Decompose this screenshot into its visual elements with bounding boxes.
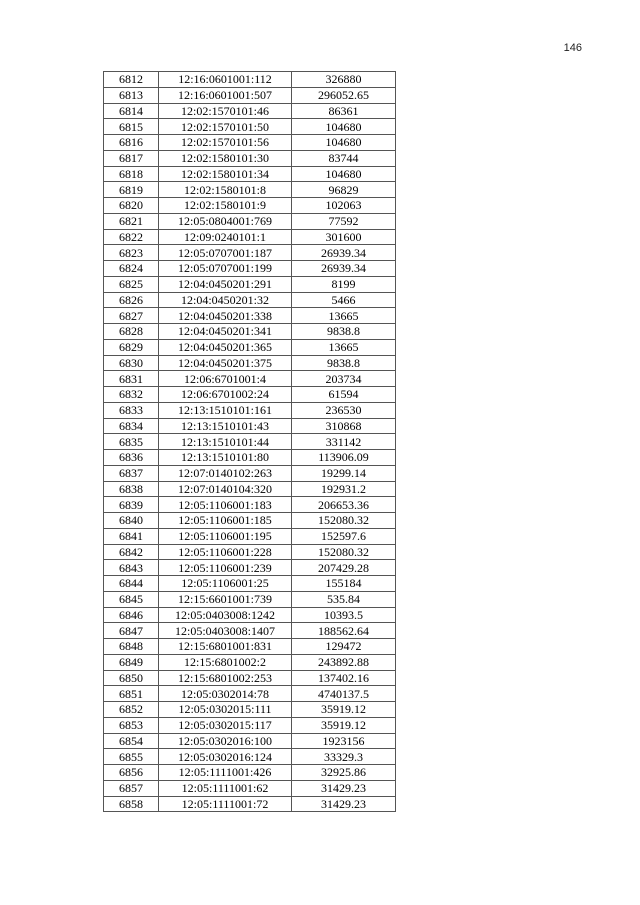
table-row [104,402,396,418]
table-row [104,198,396,214]
cadastral-number-cell: 12:06:6701002:24 [159,387,292,403]
cadastral-number-cell: 12:16:0601001:112 [159,72,292,88]
row-number-cell: 6817 [104,150,159,166]
row-number-cell: 6818 [104,166,159,182]
row-number-cell: 6851 [104,686,159,702]
row-number-cell: 6847 [104,623,159,639]
table-body [104,72,396,812]
row-number-cell: 6856 [104,765,159,781]
value-cell: 31429.23 [292,796,396,812]
cadastral-number-cell: 12:07:0140102:263 [159,465,292,481]
value-cell: 5466 [292,292,396,308]
cadastral-number-cell: 12:05:1111001:426 [159,765,292,781]
value-cell: 113906.09 [292,450,396,466]
cadastral-number-cell: 12:15:6601001:739 [159,591,292,607]
row-number-cell: 6854 [104,733,159,749]
table-row [104,654,396,670]
cadastral-number-cell: 12:02:1580101:9 [159,198,292,214]
row-number-cell: 6825 [104,276,159,292]
table-row [104,371,396,387]
table-row [104,261,396,277]
value-cell: 102063 [292,198,396,214]
row-number-cell: 6833 [104,402,159,418]
cadastral-number-cell: 12:05:0403008:1407 [159,623,292,639]
value-cell: 86361 [292,103,396,119]
cadastral-number-cell: 12:16:0601001:507 [159,87,292,103]
value-cell: 137402.16 [292,670,396,686]
table-row [104,292,396,308]
row-number-cell: 6829 [104,339,159,355]
row-number-cell: 6844 [104,576,159,592]
value-cell: 129472 [292,639,396,655]
table-row [104,182,396,198]
row-number-cell: 6840 [104,513,159,529]
table-row [104,229,396,245]
value-cell: 296052.65 [292,87,396,103]
value-cell: 13665 [292,339,396,355]
value-cell: 26939.34 [292,245,396,261]
table-row [104,387,396,403]
table-row [104,623,396,639]
cadastral-number-cell: 12:05:0302016:124 [159,749,292,765]
table-row [104,308,396,324]
cadastral-number-cell: 12:13:1510101:80 [159,450,292,466]
value-cell: 19299.14 [292,465,396,481]
value-cell: 83744 [292,150,396,166]
cadastral-number-cell: 12:05:1111001:62 [159,780,292,796]
row-number-cell: 6835 [104,434,159,450]
value-cell: 207429.28 [292,560,396,576]
cadastral-number-cell: 12:05:0302015:117 [159,717,292,733]
cadastral-number-cell: 12:02:1570101:46 [159,103,292,119]
table-row [104,670,396,686]
row-number-cell: 6850 [104,670,159,686]
row-number-cell: 6843 [104,560,159,576]
table-row [104,339,396,355]
row-number-cell: 6853 [104,717,159,733]
value-cell: 152080.32 [292,544,396,560]
cadastral-number-cell: 12:15:6801002:253 [159,670,292,686]
table-row [104,780,396,796]
table-row [104,72,396,88]
row-number-cell: 6842 [104,544,159,560]
value-cell: 61594 [292,387,396,403]
row-number-cell: 6821 [104,213,159,229]
value-cell: 104680 [292,119,396,135]
value-cell: 33329.3 [292,749,396,765]
cadastral-number-cell: 12:04:0450201:375 [159,355,292,371]
cadastral-number-cell: 12:05:1106001:195 [159,528,292,544]
cadastral-number-cell: 12:04:0450201:32 [159,292,292,308]
cadastral-number-cell: 12:04:0450201:338 [159,308,292,324]
value-cell: 31429.23 [292,780,396,796]
row-number-cell: 6820 [104,198,159,214]
row-number-cell: 6824 [104,261,159,277]
value-cell: 26939.34 [292,261,396,277]
value-cell: 1923156 [292,733,396,749]
cadastral-number-cell: 12:05:0403008:1242 [159,607,292,623]
table-row [104,765,396,781]
row-number-cell: 6827 [104,308,159,324]
table-row [104,103,396,119]
value-cell: 206653.36 [292,497,396,513]
table-row [104,560,396,576]
row-number-cell: 6813 [104,87,159,103]
cadastral-number-cell: 12:06:6701001:4 [159,371,292,387]
row-number-cell: 6848 [104,639,159,655]
value-cell: 4740137.5 [292,686,396,702]
table-row [104,733,396,749]
cadastral-number-cell: 12:04:0450201:341 [159,324,292,340]
row-number-cell: 6836 [104,450,159,466]
value-cell: 188562.64 [292,623,396,639]
table-row [104,418,396,434]
table-row [104,434,396,450]
data-table [103,71,396,812]
table-row [104,607,396,623]
table-row [104,497,396,513]
cadastral-number-cell: 12:07:0140104:320 [159,481,292,497]
row-number-cell: 6831 [104,371,159,387]
row-number-cell: 6849 [104,654,159,670]
table-row [104,528,396,544]
cadastral-number-cell: 12:15:6801002:2 [159,654,292,670]
table-row [104,450,396,466]
table-row [104,749,396,765]
cadastral-number-cell: 12:09:0240101:1 [159,229,292,245]
row-number-cell: 6819 [104,182,159,198]
row-number-cell: 6839 [104,497,159,513]
row-number-cell: 6828 [104,324,159,340]
value-cell: 535.84 [292,591,396,607]
value-cell: 152597.6 [292,528,396,544]
value-cell: 104680 [292,135,396,151]
table-row [104,544,396,560]
value-cell: 155184 [292,576,396,592]
table-row [104,245,396,261]
table-row [104,119,396,135]
row-number-cell: 6846 [104,607,159,623]
value-cell: 104680 [292,166,396,182]
cadastral-number-cell: 12:05:0302014:78 [159,686,292,702]
row-number-cell: 6841 [104,528,159,544]
table-row [104,135,396,151]
table-row [104,513,396,529]
value-cell: 243892.88 [292,654,396,670]
row-number-cell: 6816 [104,135,159,151]
row-number-cell: 6837 [104,465,159,481]
cadastral-number-cell: 12:05:0302015:111 [159,702,292,718]
value-cell: 203734 [292,371,396,387]
table-row [104,717,396,733]
value-cell: 35919.12 [292,702,396,718]
cadastral-number-cell: 12:05:1106001:228 [159,544,292,560]
table-row [104,213,396,229]
value-cell: 236530 [292,402,396,418]
table-row [104,87,396,103]
value-cell: 10393.5 [292,607,396,623]
cadastral-number-cell: 12:04:0450201:365 [159,339,292,355]
value-cell: 9838.8 [292,324,396,340]
cadastral-number-cell: 12:02:1580101:30 [159,150,292,166]
value-cell: 310868 [292,418,396,434]
cadastral-number-cell: 12:02:1580101:34 [159,166,292,182]
table-row [104,465,396,481]
value-cell: 152080.32 [292,513,396,529]
row-number-cell: 6815 [104,119,159,135]
table-row [104,702,396,718]
cadastral-number-cell: 12:02:1570101:50 [159,119,292,135]
row-number-cell: 6858 [104,796,159,812]
cadastral-number-cell: 12:13:1510101:44 [159,434,292,450]
value-cell: 13665 [292,308,396,324]
cadastral-number-cell: 12:13:1510101:161 [159,402,292,418]
page-number: 146 [563,42,582,54]
row-number-cell: 6832 [104,387,159,403]
row-number-cell: 6822 [104,229,159,245]
table-row [104,481,396,497]
table-row [104,591,396,607]
value-cell: 96829 [292,182,396,198]
table-row [104,276,396,292]
value-cell: 9838.8 [292,355,396,371]
row-number-cell: 6838 [104,481,159,497]
table-row [104,796,396,812]
cadastral-number-cell: 12:02:1580101:8 [159,182,292,198]
cadastral-number-cell: 12:05:1106001:185 [159,513,292,529]
cadastral-number-cell: 12:05:1106001:239 [159,560,292,576]
row-number-cell: 6834 [104,418,159,434]
row-number-cell: 6830 [104,355,159,371]
table-row [104,355,396,371]
cadastral-number-cell: 12:04:0450201:291 [159,276,292,292]
table-row [104,166,396,182]
value-cell: 326880 [292,72,396,88]
value-cell: 331142 [292,434,396,450]
cadastral-number-cell: 12:13:1510101:43 [159,418,292,434]
row-number-cell: 6855 [104,749,159,765]
table-row [104,150,396,166]
cadastral-number-cell: 12:05:1106001:25 [159,576,292,592]
cadastral-number-cell: 12:05:1106001:183 [159,497,292,513]
cadastral-number-cell: 12:05:1111001:72 [159,796,292,812]
value-cell: 77592 [292,213,396,229]
value-cell: 301600 [292,229,396,245]
row-number-cell: 6852 [104,702,159,718]
cadastral-number-cell: 12:02:1570101:56 [159,135,292,151]
row-number-cell: 6857 [104,780,159,796]
row-number-cell: 6845 [104,591,159,607]
cadastral-number-cell: 12:05:0302016:100 [159,733,292,749]
row-number-cell: 6826 [104,292,159,308]
row-number-cell: 6812 [104,72,159,88]
row-number-cell: 6823 [104,245,159,261]
cadastral-number-cell: 12:05:0707001:187 [159,245,292,261]
value-cell: 8199 [292,276,396,292]
table-row [104,639,396,655]
row-number-cell: 6814 [104,103,159,119]
value-cell: 32925.86 [292,765,396,781]
table-row [104,576,396,592]
value-cell: 35919.12 [292,717,396,733]
value-cell: 192931.2 [292,481,396,497]
cadastral-number-cell: 12:15:6801001:831 [159,639,292,655]
cadastral-number-cell: 12:05:0804001:769 [159,213,292,229]
table-row [104,324,396,340]
table-row [104,686,396,702]
cadastral-number-cell: 12:05:0707001:199 [159,261,292,277]
